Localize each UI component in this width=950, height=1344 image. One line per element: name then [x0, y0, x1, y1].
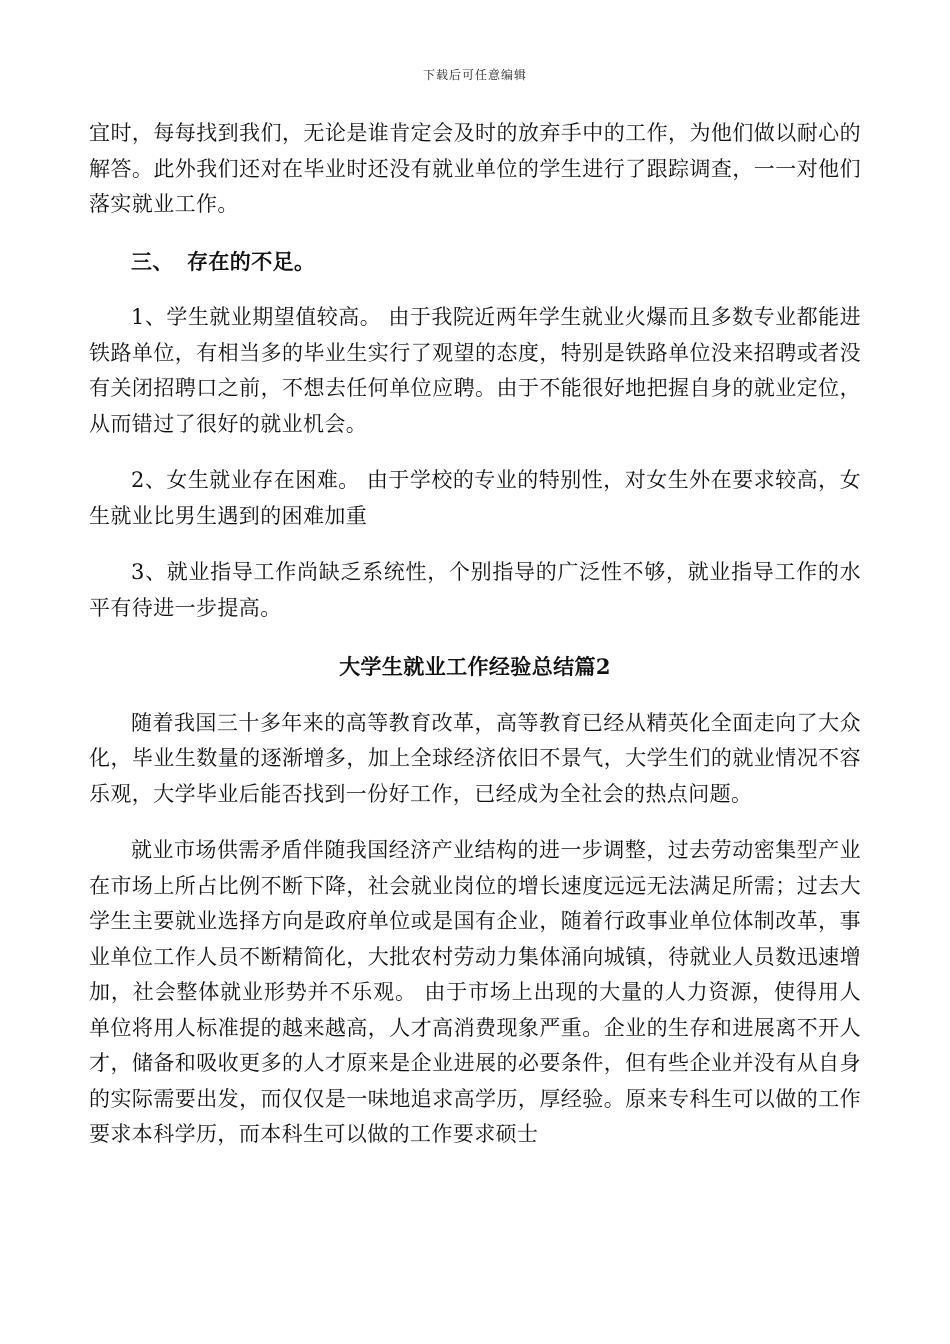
- section-title: 存在的不足。: [187, 248, 316, 274]
- header-note: 下载后可任意编辑: [422, 68, 527, 82]
- paragraph-item-2: 2、女生就业存在困难。 由于学校的专业的特别性，对女生外在要求较高，女生就业比男生遇到的困难加重: [89, 468, 861, 528]
- paragraph-item-3: 3、就业指导工作尚缺乏系统性，个别指导的广泛性不够，就业指导工作的水平有待进一步提高。: [89, 560, 861, 620]
- paragraph-intro: 随着我国三十多年来的高等教育改革，高等教育已经从精英化全面走向了大众化，毕业生数量的逐渐增多，加上全球经济依旧不景气，大学生们的就业情况不容乐观，大学毕业后能否找到一份好工作，已经成为全社会的热点问题。: [89, 710, 861, 806]
- section-number: 三、: [131, 248, 174, 274]
- paragraph-market: 就业市场供需矛盾伴随我国经济产业结构的进一步调整，过去劳动密集型产业在市场上所占比例不断下降，社会就业岗位的增长速度远远无法满足所需；过去大学生主要就业选择方向是政府单位或是国有企业，随着行政事业单位体制改革，事业单位工作人员不断精简化，大批农村劳动力集体涌向城镇，待就业人员数迅速增加，社会整体就业形势并不乐观。 由于市场上出现的大量的人力资源，使得用人单位将用人标准提的越来越高，人才高消费现象严重。企业的生存和进展离不开人才，储备和吸收更多的人才原来是企业进展的必要条件，但有些企业并没有从自身的实际需要出发，而仅仅是一味地追求高学历，厚经验。原来专科生可以做的工作要求本科学历，而本科生可以做的工作要求硕士: [89, 838, 861, 1146]
- paragraph-continued: 宜时，每每找到我们，无论是谁肯定会及时的放弃手中的工作，为他们做以耐心的解答。此外我们还对在毕业时还没有就业单位的学生进行了跟踪调查，一一对他们落实就业工作。: [89, 121, 861, 216]
- paragraph-item-1: 1、学生就业期望值较高。 由于我院近两年学生就业火爆而且多数专业都能进铁路单位，有相当多的毕业生实行了观望的态度，特别是铁路单位没来招聘或者没有关闭招聘口之前，不想去任何单位应聘。由于不能很好地把握自身的就业定位，从而错过了很好的就业机会。: [89, 305, 861, 436]
- article-title: 大学生就业工作经验总结篇2: [339, 654, 611, 679]
- document-body: [89, 116, 861, 1153]
- section-heading: [89, 244, 861, 280]
